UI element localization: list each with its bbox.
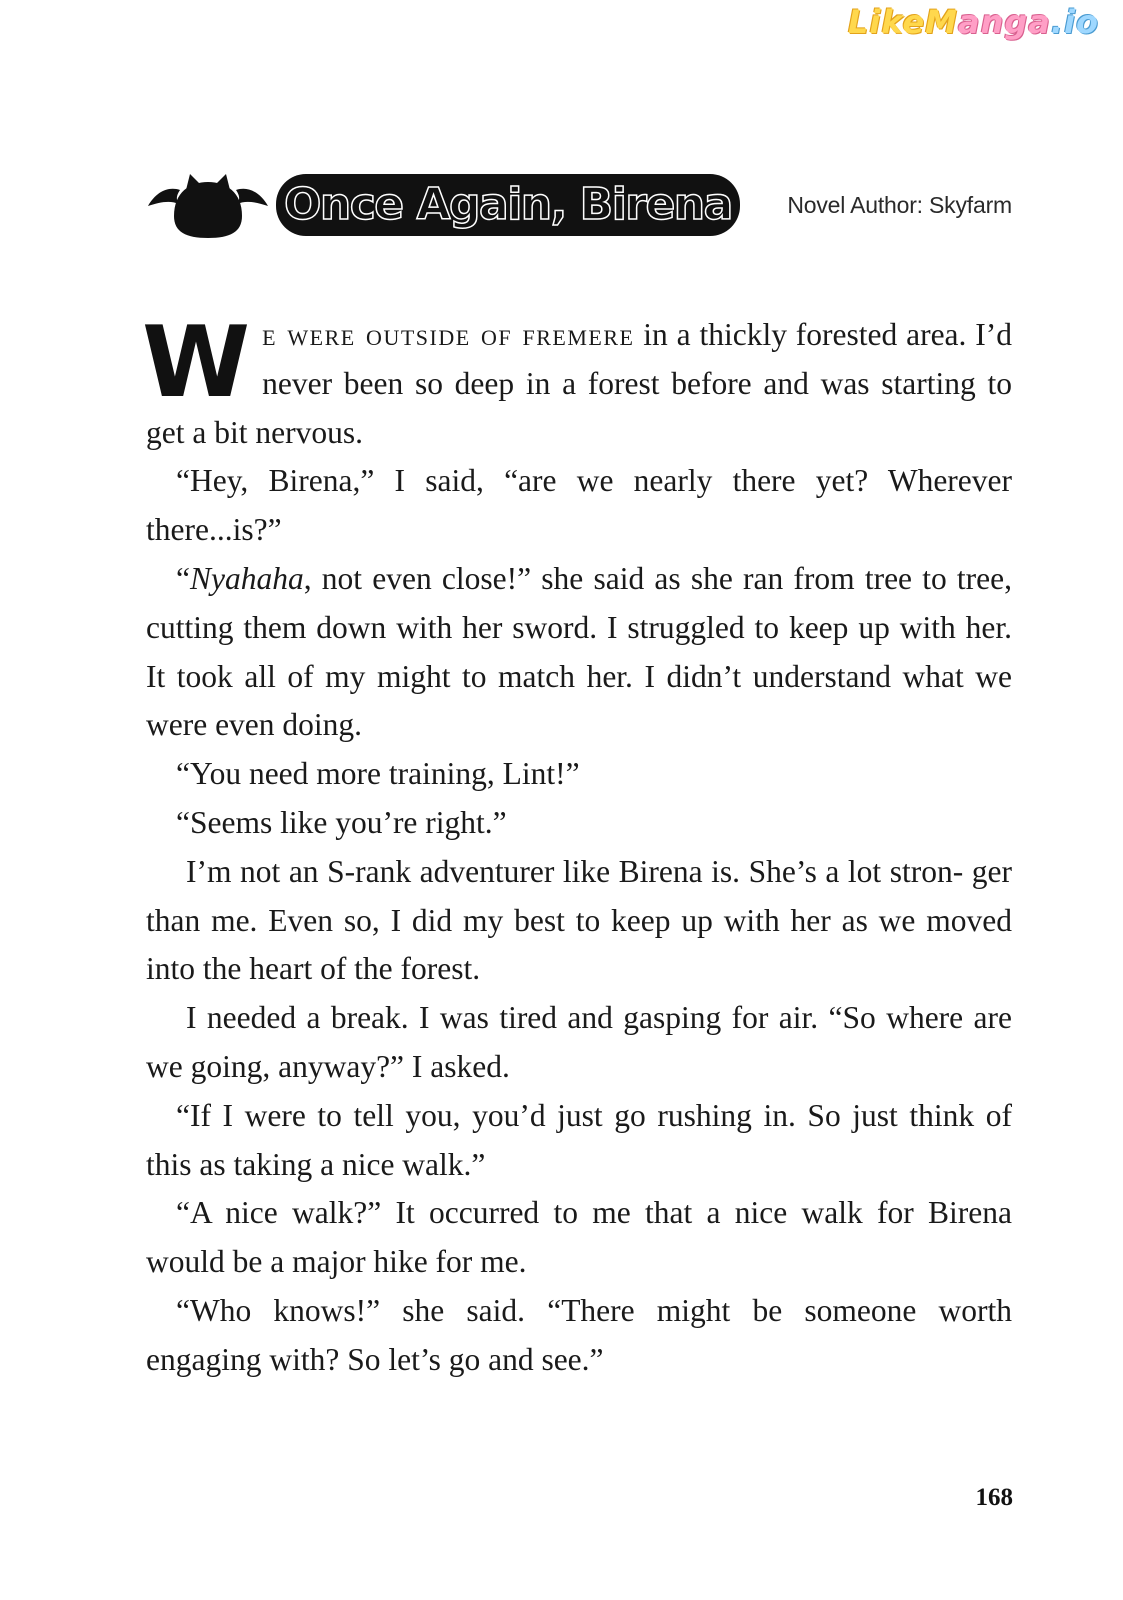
watermark-part-1: LikeM [847,3,959,41]
site-watermark [848,2,1099,42]
paragraph-1 [142,306,1012,457]
chapter-title-badge [276,174,740,236]
paragraph-6: I’m not an S-rank adventurer like Birena is. She’s a lot stron- ger than me. Even so, I did my best to keep up with her as we moved into the heart of the forest. [146,853,1012,987]
chapter-body [142,306,1012,1385]
paragraph-7: I needed a break. I was tired and gasping for air. “So where are we going, anyway?” I asked. [146,1000,1012,1084]
paragraph-10: “Who knows!” she said. “There might be someone worth engaging with? So let’s go and see.” [146,1292,1012,1377]
watermark-part-2: anga [958,3,1051,41]
paragraph-1-text: in a thickly forested area. I’d never been so deep in a forest before and was starting to get a bit nervous. [146,317,1012,450]
paragraph-3-open-quote: “ [176,560,190,596]
page-number: 168 [975,1484,1013,1511]
chapter-header [146,166,1012,242]
paragraph-9: “A nice walk?” It occurred to me that a nice walk for Birena would be a major hike for me. [146,1195,1012,1280]
paragraph-2: “Hey, Birena,” I said, “are we nearly there yet? Wherever there...is?” [146,463,1012,548]
paragraph-3-italic: Nyahaha [189,560,304,596]
paragraph-3-text: , not even close!” she said as she ran from tree to tree, cutting them down with her sword. I struggled to keep up with her. It took all of my might to match her. I didn’t understand what we were even doing. [146,560,1012,743]
chapter-title: Once Again, Birena [284,179,732,230]
paragraph-4: “You need more training, Lint!” [176,756,580,792]
paragraph-3 [146,555,1012,750]
bat-silhouette-icon [146,170,270,240]
drop-cap: W [142,306,251,420]
novel-author: Novel Author: Skyfarm [787,192,1012,218]
paragraph-8: “If I were to tell you, you’d just go rushing in. So just think of this as taking a nice walk.” [146,1097,1012,1182]
watermark-part-3: .io [1050,3,1099,41]
lead-in-small-caps: e were outside of fremere [262,317,635,352]
paragraph-5: “Seems like you’re right.” [176,804,507,840]
